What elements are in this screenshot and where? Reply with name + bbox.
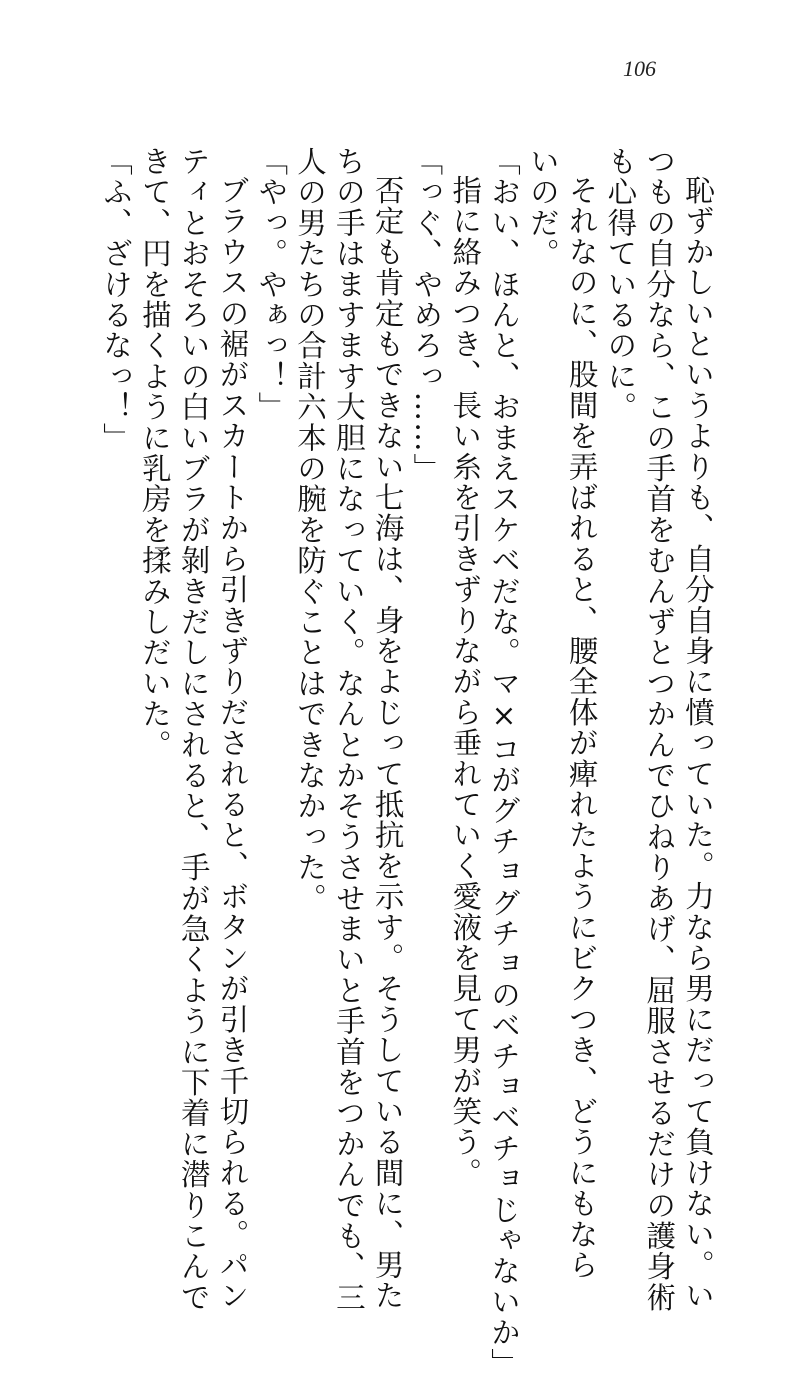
text-line-8: 「っぐ、やめろっ……」	[409, 146, 444, 484]
text-line-7: 指に絡みつき、長い糸を引きずりながら垂れていく愛液を見て男が笑う。	[448, 175, 483, 1189]
text-line-5: いのだ。	[525, 146, 560, 269]
text-line-13: ブラウスの裾がスカートから引きずりだされると、ボタンが引き千切られる。パン	[215, 175, 250, 1311]
text-line-10: ちの手はますます大胆になっていく。なんとかそうさせまいと手首をつかんでも、三	[331, 146, 366, 1313]
text-line-16: 「ふ、ざけるなっ！」	[99, 146, 134, 453]
text-line-9: 否定も肯定もできない七海は、身をよじって抵抗を示す。そうしている間に、男た	[370, 175, 405, 1311]
text-line-3: も心得ているのに。	[603, 146, 638, 423]
text-line-12: 「やっ。やぁっ！」	[254, 146, 289, 423]
text-line-6: 「おい、ほんと、おまえスケベだな。マ×コがグチョグチョのベチョベチョじゃないか」	[487, 146, 522, 1379]
page-number: 106	[623, 56, 656, 81]
text-line-2: つもの自分なら、この手首をむんずとつかんでひねりあげ、屈服させるだけの護身術	[642, 146, 677, 1313]
text-line-15: きて、円を描くように乳房を揉みしだいた。	[137, 146, 172, 760]
text-line-11: 人の男たちの合計六本の腕を防ぐことはできなかった。	[293, 146, 328, 914]
text-line-14: ティとおそろいの白いブラが剝きだしにされると、手が急くように下着に潜りこんで	[176, 146, 211, 1313]
text-line-1: 恥ずかしいというよりも、自分自身に憤っていた。力なら男にだって負けない。い	[681, 175, 715, 1311]
text-line-4: それなのに、股間を弄ばれると、腰全体が痺れたようにビクつき、どうにもなら	[564, 175, 599, 1281]
body-text	[96, 146, 717, 1379]
